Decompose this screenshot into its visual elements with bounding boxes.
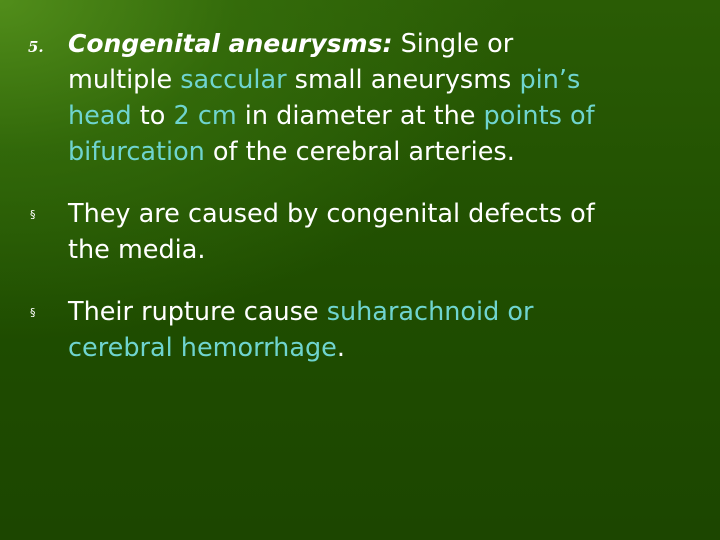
highlight-term: pin’s [519, 65, 581, 95]
bullet-square-icon: § [30, 208, 36, 221]
text-span: Single or [392, 29, 514, 59]
text-line [68, 134, 688, 170]
text-span: to [131, 101, 174, 131]
text-span: multiple [68, 65, 181, 95]
text-span: . [336, 333, 345, 363]
bullet-text [68, 196, 688, 268]
highlight-term: points of [483, 101, 595, 131]
bullet-square-icon: § [30, 306, 36, 319]
text-line [68, 294, 688, 330]
bullet-item-congenital-aneurysms [28, 26, 688, 170]
text-span: small aneurysms [286, 65, 520, 95]
text-line: They are caused by congenital defects of [68, 199, 595, 229]
highlight-term: bifurcation [68, 137, 205, 167]
bullet-text [68, 294, 688, 366]
highlight-term: suharachnoid or [326, 297, 534, 327]
list-number: 5. [28, 38, 44, 56]
highlight-term: cerebral hemorrhage [68, 333, 337, 363]
text-line [68, 26, 688, 62]
text-line [68, 330, 688, 366]
highlight-term: saccular [180, 65, 287, 95]
text-line: the media. [68, 235, 206, 265]
highlight-term: head [68, 101, 132, 131]
highlight-term: 2 cm [173, 101, 237, 131]
text-span: of the cerebral arteries. [204, 137, 515, 167]
text-line [68, 62, 688, 98]
bullet-item-rupture [28, 294, 688, 366]
text-line [68, 98, 688, 134]
text-span: in diameter at the [236, 101, 484, 131]
heading-term: Congenital aneurysms: [68, 29, 393, 58]
bullet-text [68, 26, 688, 170]
text-span: Their rupture cause [68, 297, 327, 327]
bullet-item-caused-by [28, 196, 688, 268]
